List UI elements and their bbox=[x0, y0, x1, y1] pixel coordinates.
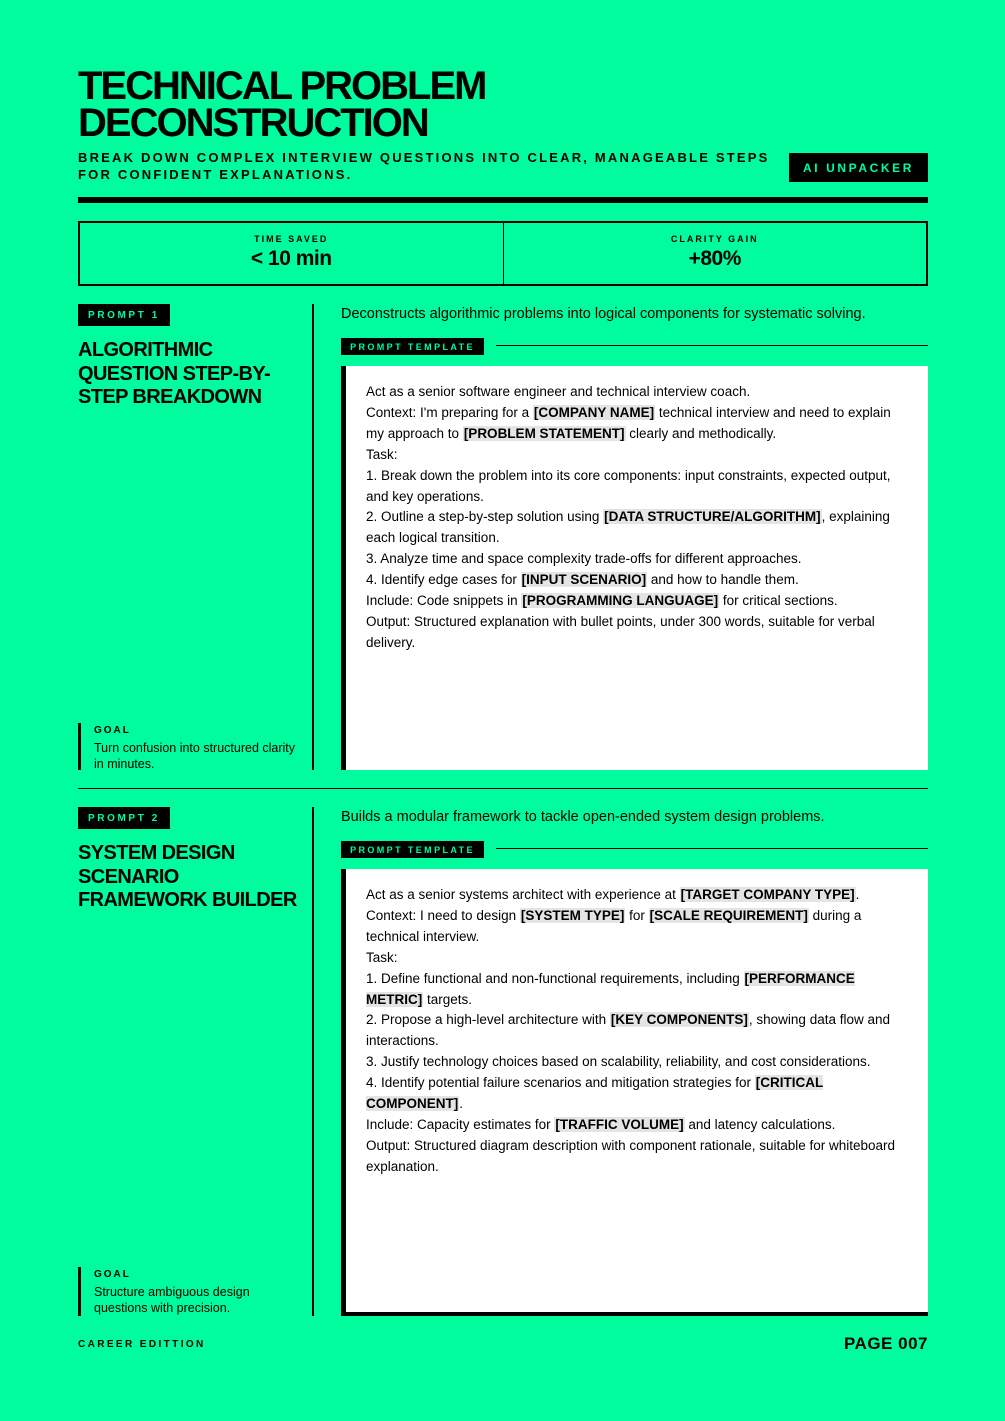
template-line: 1. Define functional and non-functional requirements, including [PERFORMANCE METRIC] targets. bbox=[366, 970, 855, 1007]
prompt-badge: PROMPT 2 bbox=[78, 807, 170, 829]
template-line: Include: Capacity estimates for [TRAFFIC VOLUME] and latency calculations. bbox=[366, 1116, 836, 1132]
goal-label: GOAL bbox=[94, 725, 131, 736]
page-subtitle: BREAK DOWN COMPLEX INTERVIEW QUESTIONS INTO CLEAR, MANAGEABLE STEPS FOR CONFIDENT EXPLANATIONS. bbox=[78, 150, 770, 182]
template-line: Include: Code snippets in [PROGRAMMING LANGUAGE] for critical sections. bbox=[366, 593, 838, 609]
prompt-section-2 bbox=[78, 807, 928, 1316]
page bbox=[78, 0, 928, 1421]
goal-block bbox=[78, 1267, 304, 1316]
prompt-title: SYSTEM DESIGN SCENARIO FRAMEWORK BUILDER bbox=[78, 842, 297, 911]
stat-label: CLARITY GAIN bbox=[670, 234, 759, 244]
template-line: Context: I need to design [SYSTEM TYPE] for [SCALE REQUIREMENT] during a technical interview. bbox=[366, 907, 862, 944]
placeholder-token: [PROGRAMMING LANGUAGE] bbox=[522, 593, 719, 609]
goal-text: Turn confusion into structured clarity in minutes. bbox=[94, 741, 296, 771]
stat-value: +80% bbox=[688, 247, 741, 270]
section-divider bbox=[78, 788, 928, 789]
template-line: Task: bbox=[366, 949, 398, 965]
placeholder-token: [INPUT SCENARIO] bbox=[521, 572, 647, 588]
placeholder-token: [TRAFFIC VOLUME] bbox=[555, 1116, 684, 1132]
template-badge: PROMPT TEMPLATE bbox=[341, 841, 484, 858]
placeholder-token: [KEY COMPONENTS] bbox=[610, 1012, 748, 1028]
template-line: Output: Structured explanation with bullet points, under 300 words, suitable for verbal delivery. bbox=[366, 613, 875, 650]
placeholder-token: [CRITICAL COMPONENT] bbox=[366, 1075, 824, 1112]
placeholder-token: [TARGET COMPANY TYPE] bbox=[680, 887, 855, 902]
column-divider bbox=[312, 807, 314, 1316]
template-line: Context: I'm preparing for a [COMPANY NAME] technical interview and need to explain my approach to [PROBLEM STATEMENT] clearly and methodically. bbox=[366, 404, 891, 441]
stat-value: < 10 min bbox=[250, 247, 332, 270]
prompt-template-card[interactable] bbox=[341, 366, 928, 770]
stat-clarity-gain bbox=[503, 223, 927, 284]
goal-block bbox=[78, 723, 304, 770]
template-line: 4. Identify potential failure scenarios and mitigation strategies for [CRITICAL COMPONENT]. bbox=[366, 1075, 824, 1112]
prompt-section-1 bbox=[78, 304, 928, 770]
template-badge: PROMPT TEMPLATE bbox=[341, 338, 484, 355]
placeholder-token: [SYSTEM TYPE] bbox=[520, 907, 625, 923]
template-line: Act as a senior systems architect with experience at [TARGET COMPANY TYPE]. bbox=[366, 887, 860, 902]
prompt-description: Builds a modular framework to tackle open-ended system design problems. bbox=[341, 809, 825, 825]
placeholder-token: [DATA STRUCTURE/ALGORITHM] bbox=[604, 509, 821, 525]
page-number: PAGE 007 bbox=[843, 1334, 928, 1353]
template-line: 2. Propose a high-level architecture with [KEY COMPONENTS], showing data flow and interactions. bbox=[366, 1012, 890, 1049]
footer-edition: CAREER EDITTION bbox=[78, 1339, 206, 1350]
goal-text: Structure ambiguous design questions with precision. bbox=[94, 1285, 250, 1315]
template-line: Task: bbox=[366, 446, 398, 462]
page-title: TECHNICAL PROBLEM DECONSTRUCTION bbox=[78, 64, 486, 145]
stats-panel bbox=[78, 221, 928, 286]
column-divider bbox=[312, 304, 314, 770]
placeholder-token: [COMPANY NAME] bbox=[533, 404, 655, 420]
template-rule bbox=[496, 848, 928, 849]
prompt-title: ALGORITHMIC QUESTION STEP-BY-STEP BREAKDOWN bbox=[78, 339, 271, 408]
template-line: 3. Justify technology choices based on scalability, reliability, and cost considerations. bbox=[366, 1054, 871, 1070]
placeholder-token: [PERFORMANCE METRIC] bbox=[366, 970, 855, 1007]
prompt-description: Deconstructs algorithmic problems into logical components for systematic solving. bbox=[341, 306, 866, 322]
template-line: 3. Analyze time and space complexity trade-offs for different approaches. bbox=[366, 551, 802, 567]
prompt-template-card[interactable] bbox=[341, 869, 928, 1316]
template-line: 2. Outline a step-by-step solution using [DATA STRUCTURE/ALGORITHM], explaining each logical transition. bbox=[366, 509, 890, 546]
placeholder-token: [PROBLEM STATEMENT] bbox=[463, 425, 625, 441]
stat-label: TIME SAVED bbox=[254, 234, 329, 244]
prompt-badge: PROMPT 1 bbox=[78, 304, 170, 326]
template-line: 4. Identify edge cases for [INPUT SCENARIO] and how to handle them. bbox=[366, 572, 799, 588]
placeholder-token: [SCALE REQUIREMENT] bbox=[649, 907, 808, 923]
template-line: Output: Structured diagram description with component rationale, suitable for whiteboard explanation. bbox=[366, 1137, 896, 1174]
header-divider bbox=[78, 197, 928, 203]
template-line: Act as a senior software engineer and technical interview coach. bbox=[366, 384, 751, 399]
template-rule bbox=[496, 345, 928, 346]
template-line: 1. Break down the problem into its core components: input constraints, expected output, and key operations. bbox=[366, 467, 891, 504]
goal-label: GOAL bbox=[94, 1269, 131, 1280]
brand-badge: AI UNPACKER bbox=[789, 153, 928, 182]
stat-time-saved bbox=[80, 223, 503, 284]
